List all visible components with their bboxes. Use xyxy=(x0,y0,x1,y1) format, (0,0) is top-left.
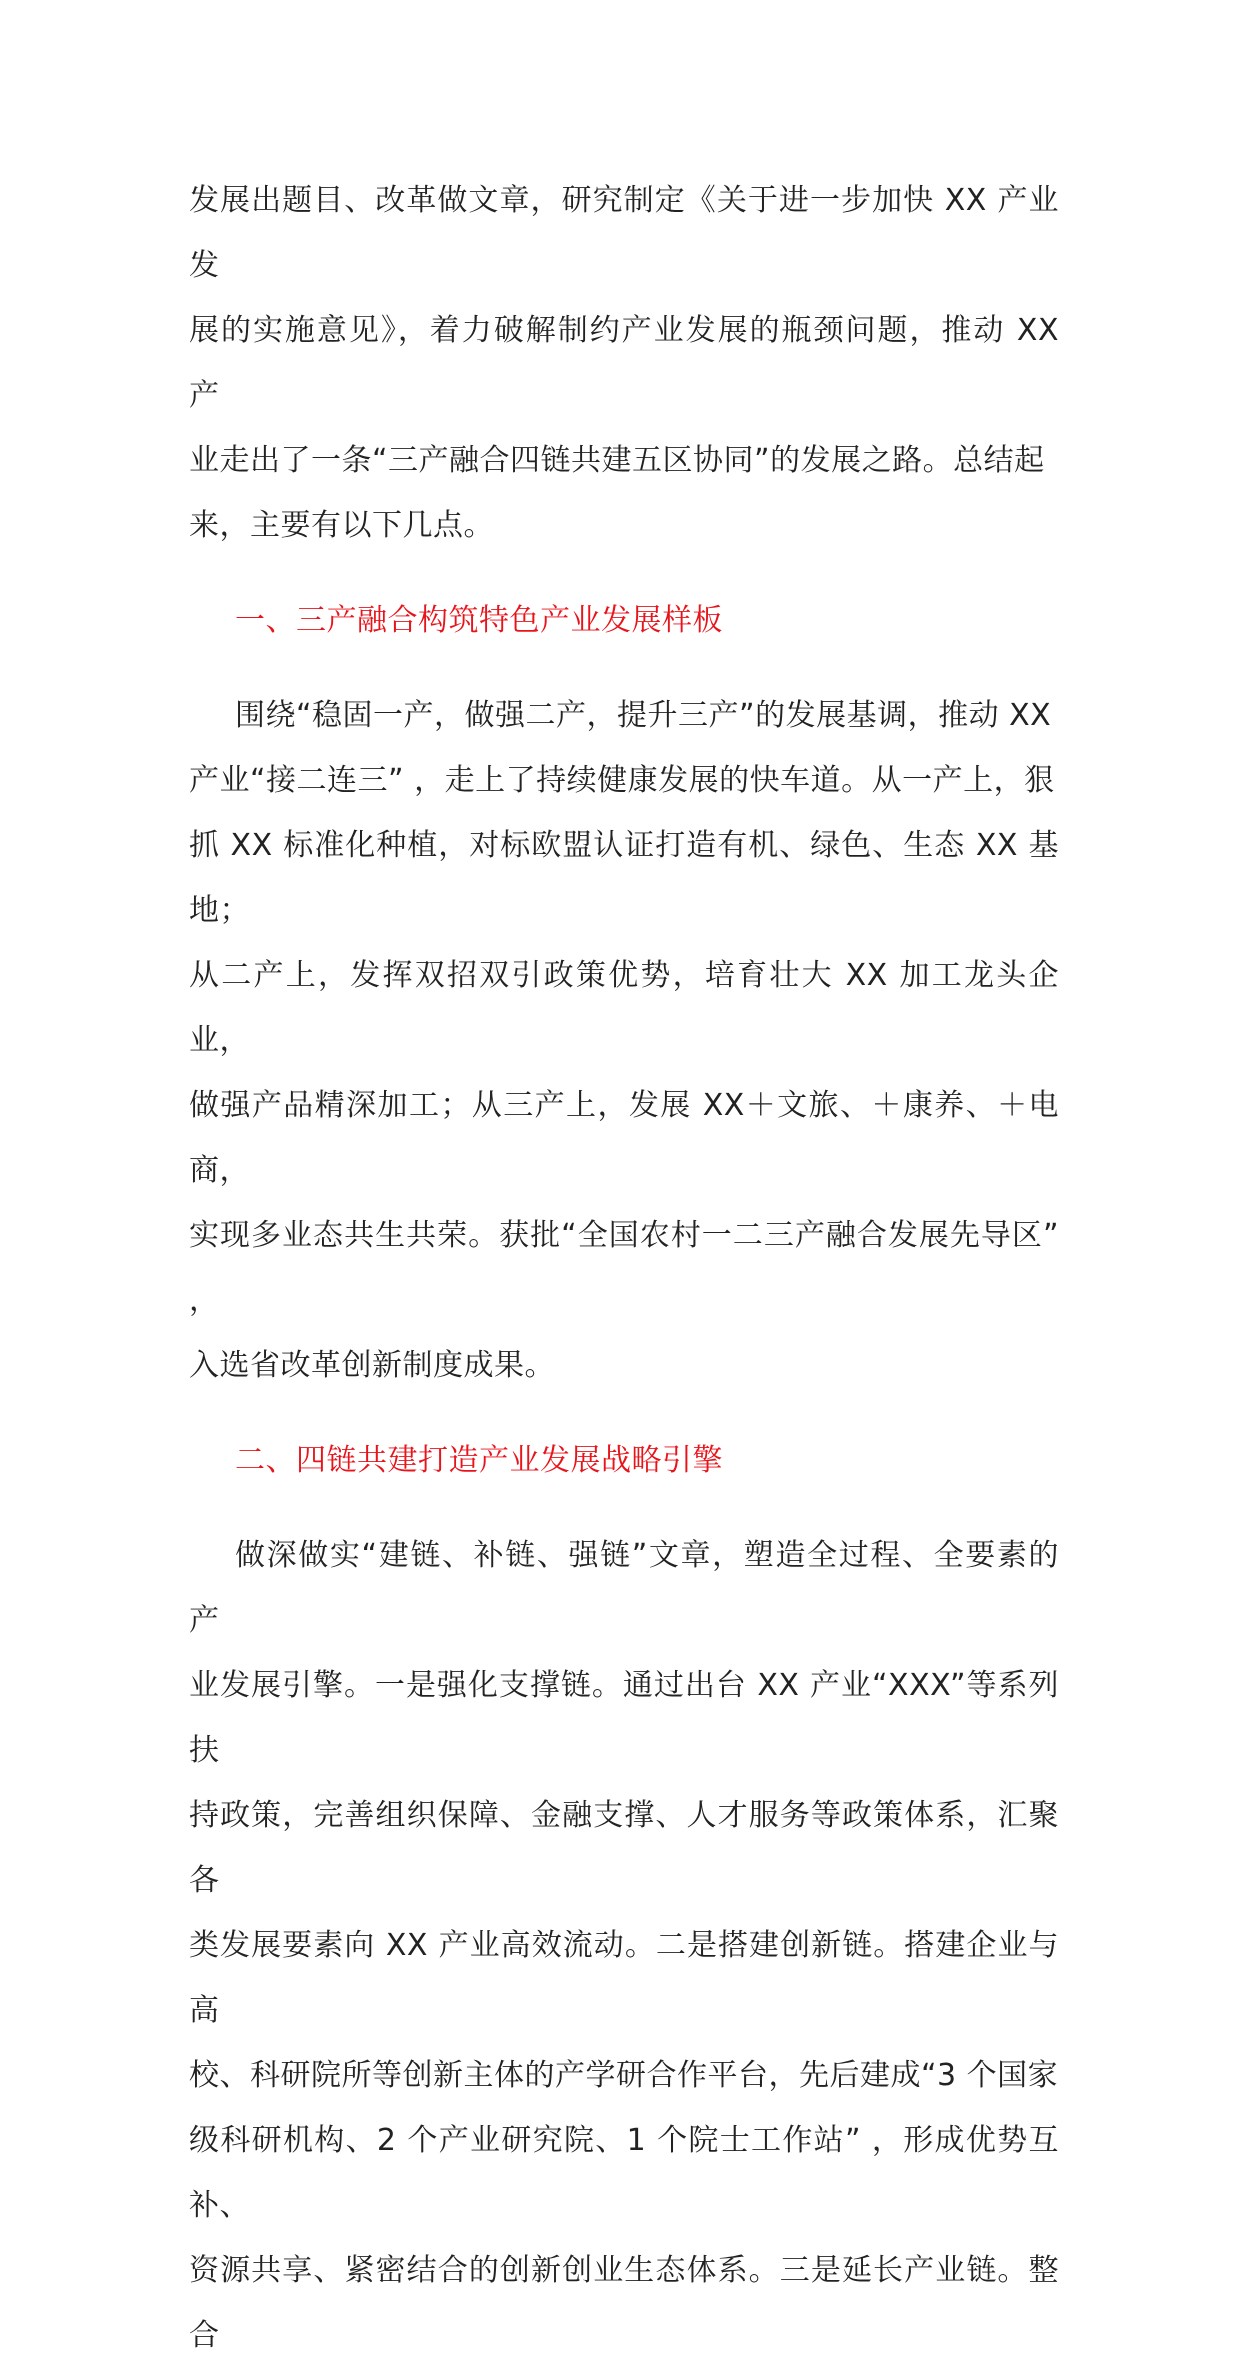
intro-paragraph: 发展出题目、改革做文章，研究制定《关于进一步加快 XX 产业发 展的实施意见》，着力破解制约产业发展的瓶颈问题，推动 XX 产 业走出了一条“三产融合四链共建五区协同”的发展之路。总结起 来，主要有以下几点。 xyxy=(189,183,1059,543)
section-2-heading: 二、四链共建打造产业发展战略引擎 xyxy=(235,1443,723,1478)
section-1-paragraph: 围绕“稳固一产，做强二产，提升三产”的发展基调，推动 XX 产业“接二连三” ，走上了持续健康发展的快车道。从一产上，狠 抓 XX 标准化种植，对标欧盟认证打造有机、绿色、生态 XX 基地； 从二产上，发挥双招双引政策优势，培育壮大 XX 加工龙头企业， 做强产品精深加工；从三产上，发展 XX＋文旅、＋康养、＋电商， 实现多业态共生共荣。获批“全国农村一二三产融合发展先导区” ， 入选省改革创新制度成果。 xyxy=(189,698,1059,1383)
section-2-paragraph: 做深做实“建链、补链、强链”文章，塑造全过程、全要素的产 业发展引擎。一是强化支撑链。通过出台 XX 产业“XXX”等系列扶 持政策，完善组织保障、金融支撑、人才服务等政策体系，汇聚各 类发展要素向 XX 产业高效流动。二是搭建创新链。搭建企业与高 校、科研院所等创新主体的产学研合作平台，先后建成“3 个国家 级科研机构、2 个产业研究院、1 个院士工作站” ，形成优势互补、 资源共享、紧密结合的创新创业生态体系。三是延长产业链。整合 xyxy=(189,1538,1059,2353)
document-page xyxy=(189,168,1059,2368)
section-1-heading: 一、三产融合构筑特色产业发展样板 xyxy=(235,603,723,638)
